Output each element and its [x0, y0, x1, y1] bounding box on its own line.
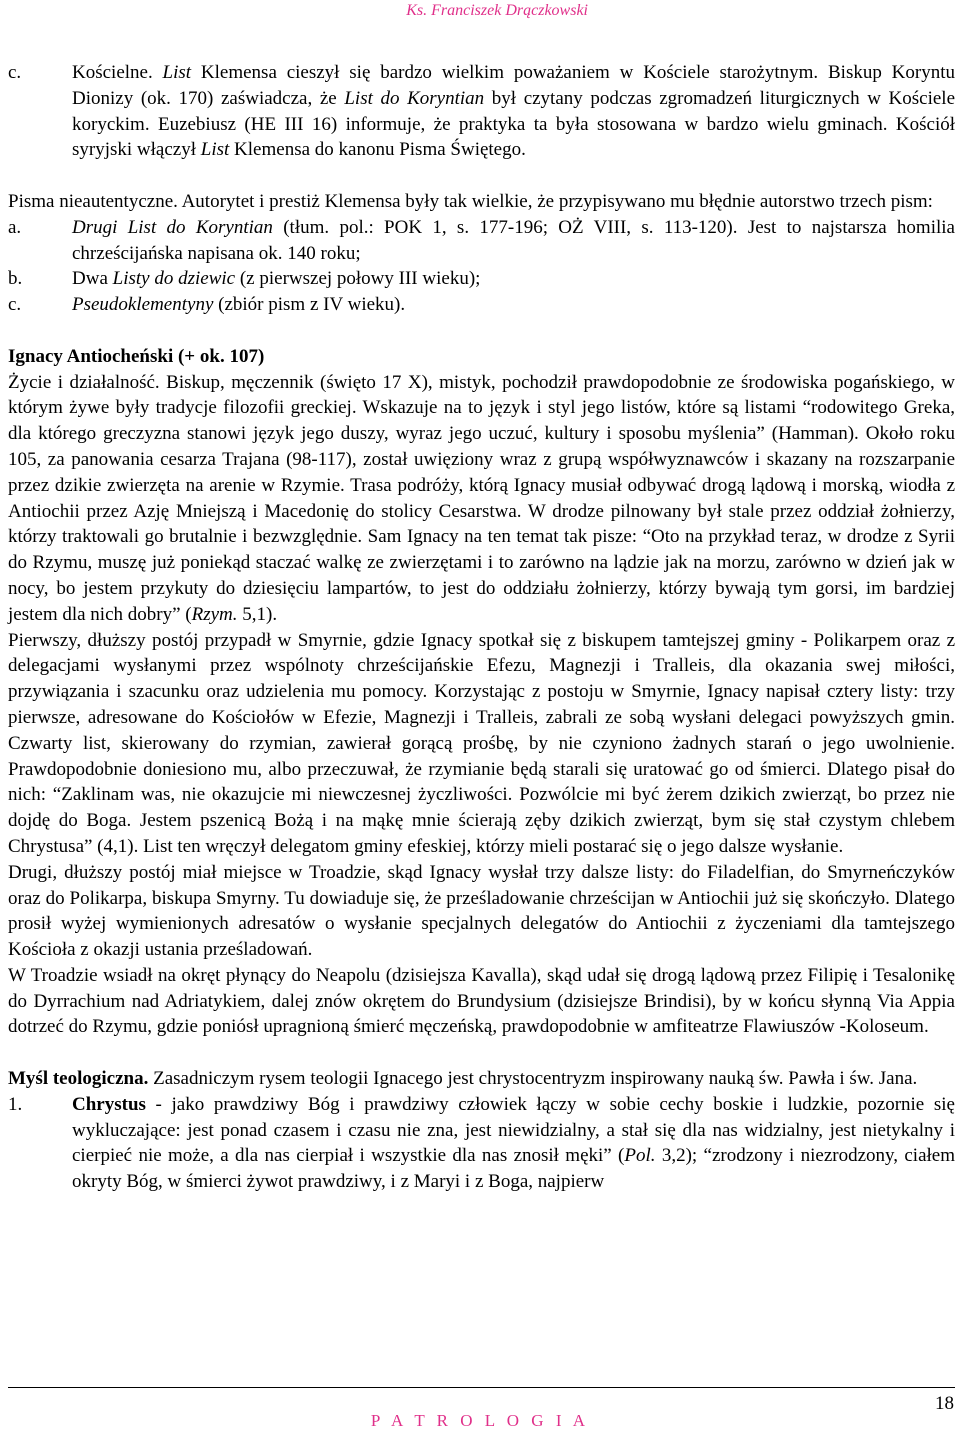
list-item-text: (tłum. pol.: POK 1, s. 177-196; OŻ VIII, s. 113-120). Jest to najstarsza homilia chrześcijańska napisana ok. 140 roku;: [72, 216, 955, 264]
list-item-label: c.: [8, 294, 22, 316]
citation: Pol.: [624, 1145, 656, 1167]
page-number: 18: [935, 1393, 954, 1414]
term-chrystus: Chrystus: [72, 1093, 146, 1115]
text-span: był czytany podczas zgromadzeń liturgicznych w Kościele koryckim. Euzebiusz (HE III 16) informuje, że praktyka ta była stosowana w bardzo wielu gminach. Kościół syryjski włączył: [72, 87, 956, 161]
section-heading-mysl: Myśl teologiczna.: [8, 1068, 149, 1090]
text-span: Kościelne.: [72, 62, 163, 83]
text-span: Klemensa do kanonu Pisma Świętego.: [229, 139, 526, 161]
paragraph-pisma-intro: Pisma nieautentyczne. Autorytet i prestiż Klemensa były tak wielkie, że przypisywano mu błędnie autorstwo trzech pism:: [8, 190, 933, 212]
list-item-label: c.: [8, 62, 22, 83]
paragraph-podroz: W Troadzie wsiadł na okręt płynący do Neapolu (dzisiejsza Kavalla), skąd udał się drogą lądową przez Filipię i Tesalonikę do Dyrrachium nad Adriatykiem, dalej znów okrętem do Brundysium (dzisiejsze Brindisi), by w końcu słynną Via Appia dotrzeć do Rzymu, gdzie poniósł upragnioną śmierć męczeńską, prawdopodobnie w amfiteatrze Flawiuszów -Koloseum.: [8, 964, 955, 1038]
list-item: 1. Chrystus - jako prawdziwy Bóg i prawdziwy człowiek łączy w sobie cechy boskie i ludzkie, pozornie się wykluczające: jest ponad czasem i czasu nie zna, jest niewidzialny, a stał się dla nas widzialny, jest nietykalny i cierpieć nie może, a dla nas cierpiał i wszystkie dla nas znosił męki” (Pol. 3,2); “zrodzony i niezrodzony, ciałem okryty Bóg, w śmierci żywot prawdziwy, i z Maryi i z Boga, najpierw: [8, 1092, 955, 1195]
italic-title: Pseudoklementyny: [72, 294, 214, 316]
text-span: Klemensa cieszył się bardzo wielkim poważaniem w Kościele starożytnym. Biskup Koryntu Dionizy (ok. 170) zaświadcza, że: [72, 62, 955, 109]
paragraph-koscielne: [72, 60, 955, 163]
list-item: [8, 266, 955, 292]
footer-rule: [8, 1387, 955, 1388]
list-item-label: 1.: [8, 1093, 23, 1115]
list-item-label: b.: [8, 268, 23, 290]
list-item-text: Dwa: [72, 268, 113, 290]
page-body: [8, 60, 955, 1195]
paragraph-smyrna: Pierwszy, dłuższy postój przypadł w Smyrnie, gdzie Ignacy spotkał się z biskupem tamtejszej gminy - Polikarpem oraz z delegacjami wysłanymi przez wspólnoty chrześcijańskie Efezu, Magnezji i Tralleis, dla okazania swej miłości, przywiązania i szacunku oraz udzielenia mu pomocy. Korzystając z postoju w Smyrnie, Ignacy napisał cztery listy: trzy pierwsze, adresowane do Kościołów w Efezie, Magnezji i Tralleis, zabrali ze sobą wysłani delegaci powyższych gmin. Czwarty list, skierowany do rzymian, zawierał gorącą prośbę, by nie czyniono żadnych starań o jego uwolnienie. Prawdopodobnie doniesiono mu, albo przeczuwał, że rzymianie będą starali się uratować go od śmierci. Dlatego pisał do nich: “Zaklinam was, nie okazujcie mi niewczesnej życzliwości. Pozwólcie mi być żerem dzikich zwierząt, bo przez nie dojdę do Boga. Jestem pszenicą Bożą i na mąkę mnie ścierają zęby dzikich zwierząt, bym się stał czystym chlebem Chrystusa” (4,1). List ten wręczył delegatom gminy efeskiej, którzy mieli postarać się o jego dalsze wysłanie.: [8, 629, 955, 857]
italic-title: List do Koryntian: [344, 87, 485, 109]
list-item: [8, 215, 955, 267]
italic-title: List: [162, 62, 192, 83]
footer-title: P A T R O L O G I A: [370, 1411, 590, 1430]
paragraph-zycie: Życie i działalność. Biskup, męczennik (święto 17 X), mistyk, pochodził prawdopodobnie ze środowiska pogańskiego, w którym żywe były tradycje filozofii greckiej. Wskazuje na to język i styl jego listów, które są listami “rodowitego Greka, dla którego greczyzna stanowi język jego duszy, wyraz jego uczuć, kultury i sposobu myślenia” (Hamman). Około roku 105, za panowania cesarza Trajana (98-117), został uwięziony wraz z grupą współwyznawców i skazany na rozszarpanie przez dzikie zwierzęta na arenie w Rzymie. Trasa podróży, którą Ignacy musiał odbywać drogą lądową i morską, wiodła z Antiochii przez Azję Mniejszą i Macedonię do stolicy Cesarstwa. W drodze pilnowany był stale przez oddział żołnierzy, którzy traktowali go brutalnie i bezwzględnie. Sam Ignacy na ten temat tak pisze: “Oto na przykład teraz, w drodze z Syrii do Rzymu, muszę już poniekąd staczać walkę ze zwierzętami i to zarówno na lądzie jak na morzu, zarówno w dzień jak w nocy, bo jestem przykuty do dziesięciu lampartów, to jest do oddziału żołnierzy, którzy bywają tym gorsi, im bardziej jestem dla nich dobry” (Rzym. 5,1).: [8, 371, 955, 625]
paragraph-troada: Drugi, dłuższy postój miał miejsce w Troadzie, skąd Ignacy wysłał trzy dalsze listy: do Filadelfian, do Smyrneńczyków oraz do Polikarpa, biskupa Smyrny. Tu dowiaduje się, że prześladowanie chrześcijan w Antiochii już się skończyło. Dlatego prosił wyżej wymienionych adresatów o wysłanie specjalnych delegatów do Antiochii z życzeniami dla tamtejszego Kościoła z okazji ustania prześladowań.: [8, 861, 955, 961]
section-heading-ignacy: Ignacy Antiocheński (+ ok. 107): [8, 345, 265, 367]
italic-title: Listy do dziewic: [112, 268, 236, 290]
list-item: [8, 292, 955, 318]
citation: Rzym.: [191, 603, 238, 625]
paragraph-mysl: Myśl teologiczna. Zasadniczym rysem teologii Ignacego jest chrystocentryzm inspirowany nauką św. Pawła i św. Jana.: [8, 1068, 918, 1090]
list-item-text: (z pierwszej połowy III wieku);: [235, 268, 481, 290]
list-item: [8, 60, 955, 163]
list-item-text: (zbiór pism z IV wieku).: [213, 294, 406, 316]
italic-title: List: [200, 139, 230, 161]
italic-title: Drugi List do Koryntian: [72, 216, 273, 238]
running-head: Ks. Franciszek Drączkowski: [406, 2, 588, 19]
list-item-label: a.: [8, 216, 22, 238]
